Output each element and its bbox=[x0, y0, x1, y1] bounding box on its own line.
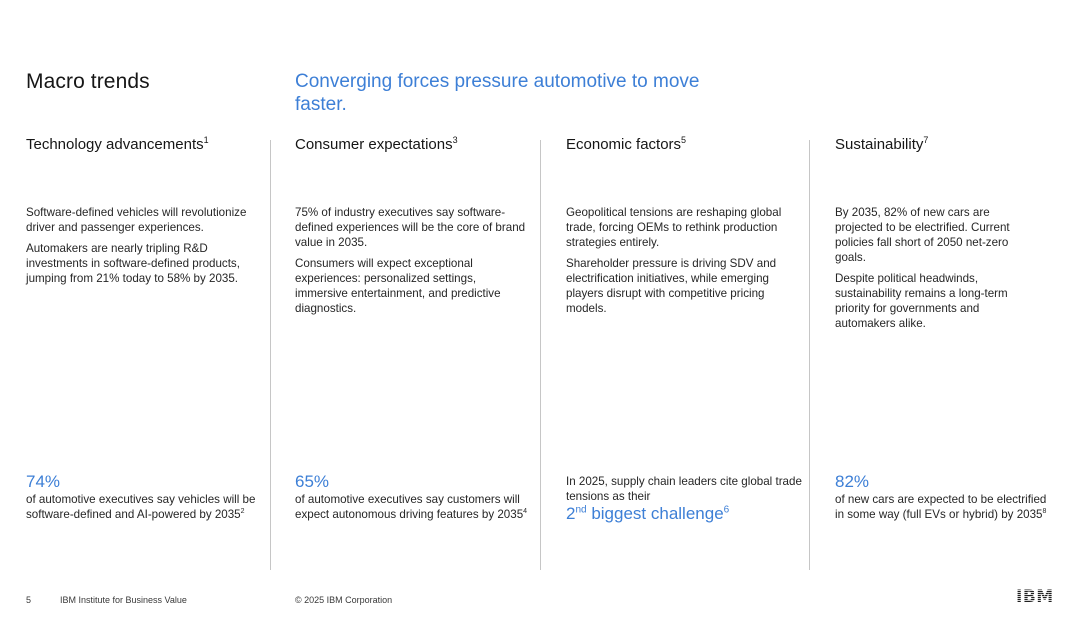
column-sustainability bbox=[835, 135, 1075, 521]
stat-callout bbox=[295, 472, 535, 522]
stat-description: of automotive executives say customers will expect autonomous driving features by 2035$^4$ bbox=[295, 493, 528, 521]
body-paragraph: Shareholder pressure is driving SDV and electrification initiatives, while emerging players disrupt with competitive pricing models. bbox=[566, 257, 777, 315]
footnote-ref: 5 bbox=[681, 135, 687, 145]
stat-value: 65% bbox=[295, 472, 330, 491]
column-divider bbox=[540, 140, 541, 570]
column-body bbox=[835, 205, 1040, 337]
body-paragraph: Consumers will expect exceptional experiences: personalized settings, immersive entertainment, and predictive diagnostics. bbox=[295, 257, 501, 315]
footnote-ref: 7 bbox=[923, 135, 929, 145]
column-title: Technology advancements$^1$ bbox=[26, 135, 209, 153]
column-title: Sustainability$^7$ bbox=[835, 135, 929, 153]
footnote-ref: 1 bbox=[203, 135, 209, 145]
column-technology bbox=[26, 135, 266, 521]
column-title: Economic factors$^5$ bbox=[566, 135, 687, 153]
footnote-ref: 2 bbox=[240, 508, 245, 516]
ibm-logo bbox=[1016, 587, 1054, 605]
body-paragraph: By 2035, 82% of new cars are projected to be electrified. Current policies fall short of 2050 net-zero goals. bbox=[835, 206, 1010, 264]
page-headline: Converging forces pressure automotive to move faster. bbox=[295, 71, 700, 115]
column-body bbox=[566, 205, 801, 322]
column-consumer bbox=[295, 135, 535, 521]
footer-institute: IBM Institute for Business Value bbox=[60, 595, 187, 605]
svg-text:IBM: IBM bbox=[1016, 587, 1054, 605]
footnote-ref: 4 bbox=[523, 508, 528, 516]
stat-description: In 2025, supply chain leaders cite global trade tensions as their bbox=[566, 475, 802, 503]
body-paragraph: Despite political headwinds, sustainability remains a long-term priority for governments and automakers alike. bbox=[835, 272, 1008, 330]
stat-callout bbox=[26, 472, 266, 522]
stat-value: 82% bbox=[835, 472, 870, 491]
body-paragraph: Automakers are nearly tripling R&D investments in software-defined products, jumping from 21% today to 58% by 2035. bbox=[26, 242, 240, 285]
body-paragraph: Geopolitical tensions are reshaping global trade, forcing OEMs to rethink production strategies entirely. bbox=[566, 206, 782, 249]
ibm-logo-mark bbox=[1016, 587, 1054, 605]
footnote-ref: 6 bbox=[723, 504, 730, 516]
footnote-ref: 8 bbox=[1042, 508, 1047, 516]
stat-description: of new cars are expected to be electrified in some way (full EVs or hybrid) by 2035$^8$ bbox=[835, 493, 1047, 521]
stat-description: of automotive executives say vehicles will be software-defined and AI-powered by 2035$^2$ bbox=[26, 493, 256, 521]
column-divider bbox=[809, 140, 810, 570]
footer-copyright: © 2025 IBM Corporation bbox=[295, 595, 393, 605]
stat-value: 74% bbox=[26, 472, 61, 491]
body-paragraph: 75% of industry executives say software-defined experiences will be the core of brand value in 2035. bbox=[295, 206, 526, 249]
stat-callout bbox=[566, 474, 806, 524]
column-title: Consumer expectations$^3$ bbox=[295, 135, 458, 153]
column-body bbox=[295, 205, 530, 322]
column-body bbox=[26, 205, 261, 292]
column-divider bbox=[270, 140, 271, 570]
page-number: 5 bbox=[26, 595, 32, 605]
body-paragraph: Software-defined vehicles will revolutionize driver and passenger experiences. bbox=[26, 206, 247, 234]
stat-callout bbox=[835, 472, 1050, 522]
stat-value: 2nd biggest challenge$^6$ bbox=[566, 504, 730, 523]
column-economic bbox=[566, 135, 806, 523]
footnote-ref: 3 bbox=[452, 135, 458, 145]
section-title: Macro trends bbox=[26, 70, 150, 93]
